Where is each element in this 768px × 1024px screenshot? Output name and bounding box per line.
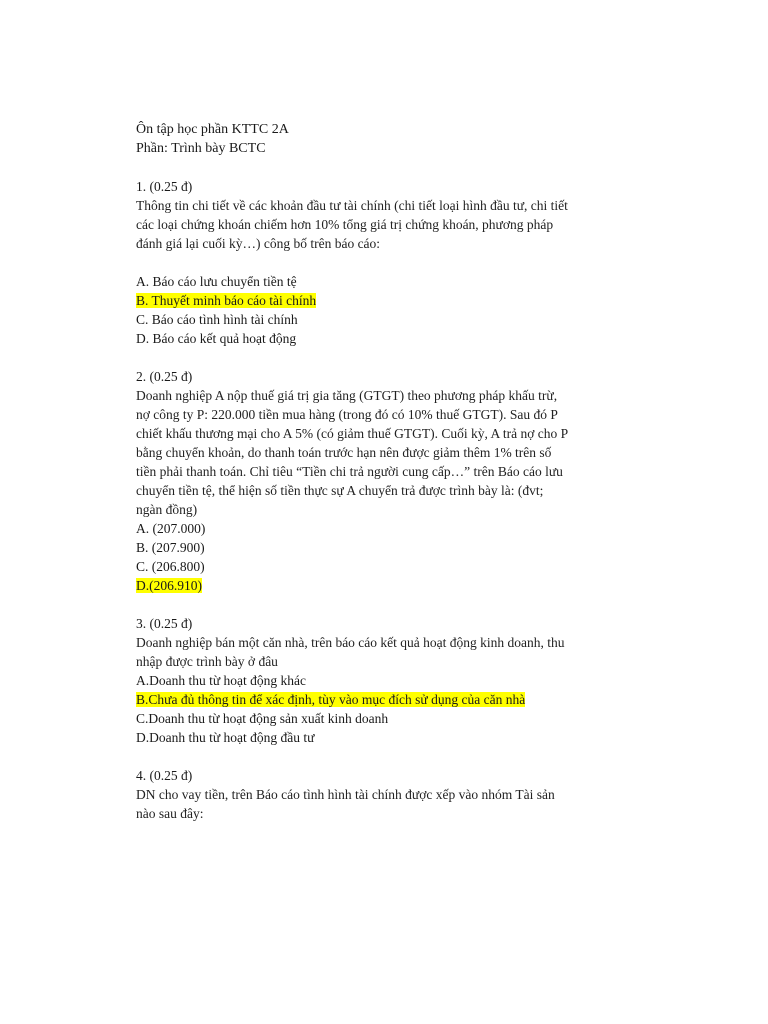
answer-options [136,519,636,595]
answer-options [136,272,636,348]
stem-line: tiền phải thanh toán. Chỉ tiêu “Tiền chi trả người cung cấp…” trên Báo cáo lưu [136,464,563,479]
question-2 [136,367,636,595]
highlighted-answer: B.Chưa đủ thông tin để xác định, tùy vào mục đích sử dụng của căn nhà [136,692,526,707]
document-subtitle: Phần: Trình bày BCTC [136,141,266,156]
question-number: 1. (0.25 đ) [136,179,193,194]
stem-line: nợ công ty P: 220.000 tiền mua hàng (trong đó có 10% thuế GTGT). Sau đó P [136,407,558,422]
answer-options [136,671,636,747]
answer-option-a: A. (207.000) [136,521,206,536]
highlighted-answer: D.(206.910) [136,578,202,593]
document-header [136,120,636,158]
answer-option-c: C.Doanh thu từ hoạt động sản xuất kinh doanh [136,711,389,726]
stem-line: chuyển tiền tệ, thể hiện số tiền thực sự A chuyển trả được trình bày là: (đvt; [136,483,544,498]
stem-line: Doanh nghiệp bán một căn nhà, trên báo cáo kết quả hoạt động kinh doanh, thu [136,635,565,650]
stem-line: chiết khấu thương mại cho A 5% (có giảm thuế GTGT). Cuối kỳ, A trả nợ cho P [136,426,569,441]
answer-option-b [136,690,636,709]
question-stem [136,386,636,519]
answer-option-c: C. Báo cáo tình hình tài chính [136,312,298,327]
answer-option-d: D. Báo cáo kết quả hoạt động [136,331,297,346]
stem-line: đánh giá lại cuối kỳ…) công bố trên báo cáo: [136,236,381,251]
question-1 [136,177,636,348]
answer-option-a: A.Doanh thu từ hoạt động khác [136,673,307,688]
question-number: 4. (0.25 đ) [136,768,193,783]
document-title: Ôn tập học phần KTTC 2A [136,122,289,137]
answer-option-d: D.Doanh thu từ hoạt động đầu tư [136,730,315,745]
question-number: 2. (0.25 đ) [136,369,193,384]
stem-line: DN cho vay tiền, trên Báo cáo tình hình tài chính được xếp vào nhóm Tài sản [136,787,555,802]
question-4 [136,766,636,823]
stem-line: bằng chuyển khoản, do thanh toán trước hạn nên được giảm thêm 1% trên số [136,445,552,460]
document-page [136,120,636,823]
stem-line: nhập được trình bày ở đâu [136,654,278,669]
question-stem [136,196,636,253]
question-stem [136,785,636,823]
stem-line: Thông tin chi tiết về các khoản đầu tư tài chính (chi tiết loại hình đầu tư, chi tiết [136,198,568,213]
answer-option-b: B. (207.900) [136,540,205,555]
stem-line: ngàn đồng) [136,502,198,517]
stem-line: nào sau đây: [136,806,204,821]
stem-line: Doanh nghiệp A nộp thuế giá trị gia tăng (GTGT) theo phương pháp khấu trừ, [136,388,558,403]
answer-option-b [136,291,636,310]
answer-option-a: A. Báo cáo lưu chuyển tiền tệ [136,274,297,289]
highlighted-answer: B. Thuyết minh báo cáo tài chính [136,293,317,308]
answer-option-d [136,576,636,595]
stem-line: các loại chứng khoán chiếm hơn 10% tổng giá trị chứng khoán, phương pháp [136,217,554,232]
question-number: 3. (0.25 đ) [136,616,193,631]
question-3 [136,614,636,747]
answer-option-c: C. (206.800) [136,559,205,574]
question-stem [136,633,636,671]
